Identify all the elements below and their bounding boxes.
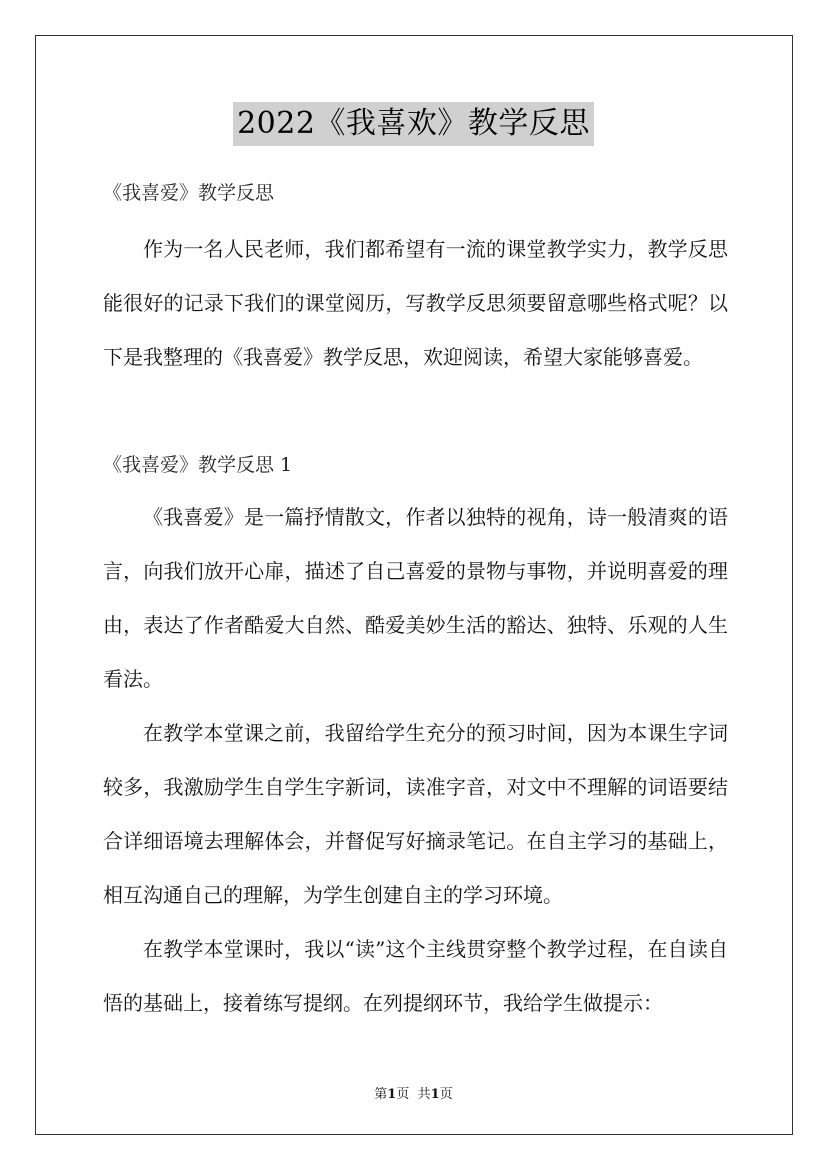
footer-total-prefix: 共 [417,1087,431,1102]
intro-heading: 《我喜爱》教学反思 [103,182,275,204]
intro-paragraph: 作为一名人民老师，我们都希望有一流的课堂教学实力，教学反思能很好的记录下我们的课堂阅历，写教学反思须要留意哪些格式呢？以下是我整理的《我喜爱》教学反思，欢迎阅读，希望大家能够喜爱。 [103,237,728,369]
section-1-paragraph-1: 《我喜爱》是一篇抒情散文，作者以独特的视角，诗一般清爽的语言，向我们放开心扉，描述了自己喜爱的景物与事物，并说明喜爱的理由，表达了作者酷爱大自然、酷爱美妙生活的豁达、独特、乐观的人生看法。 [103,505,728,691]
section-1-heading: 《我喜爱》教学反思 1 [103,454,293,476]
section-1-paragraph-2: 在教学本堂课之前，我留给学生充分的预习时间，因为本课生字词较多，我激励学生自学生字新词，读准字音，对文中不理解的词语要结合详细语境去理解体会，并督促写好摘录笔记。在自主学习的基础上，相互沟通自己的理解，为学生创建自主的学习环境。 [103,721,728,907]
section-1-paragraph-3: 在教学本堂课时，我以“读”这个主线贯穿整个教学过程，在自读自悟的基础上，接着练写提纲。在列提纲环节，我给学生做提示： [103,937,728,1015]
footer-page-suffix: 页 [396,1087,410,1102]
footer-total-number: 1 [430,1087,440,1102]
footer-page-number: 1 [387,1087,397,1102]
document-title: 2022《我喜欢》教学反思 [233,102,594,146]
footer-page-prefix: 第 [374,1087,388,1102]
page-footer [0,1083,827,1102]
document-title-block [0,102,827,146]
footer-total-suffix: 页 [439,1087,453,1102]
